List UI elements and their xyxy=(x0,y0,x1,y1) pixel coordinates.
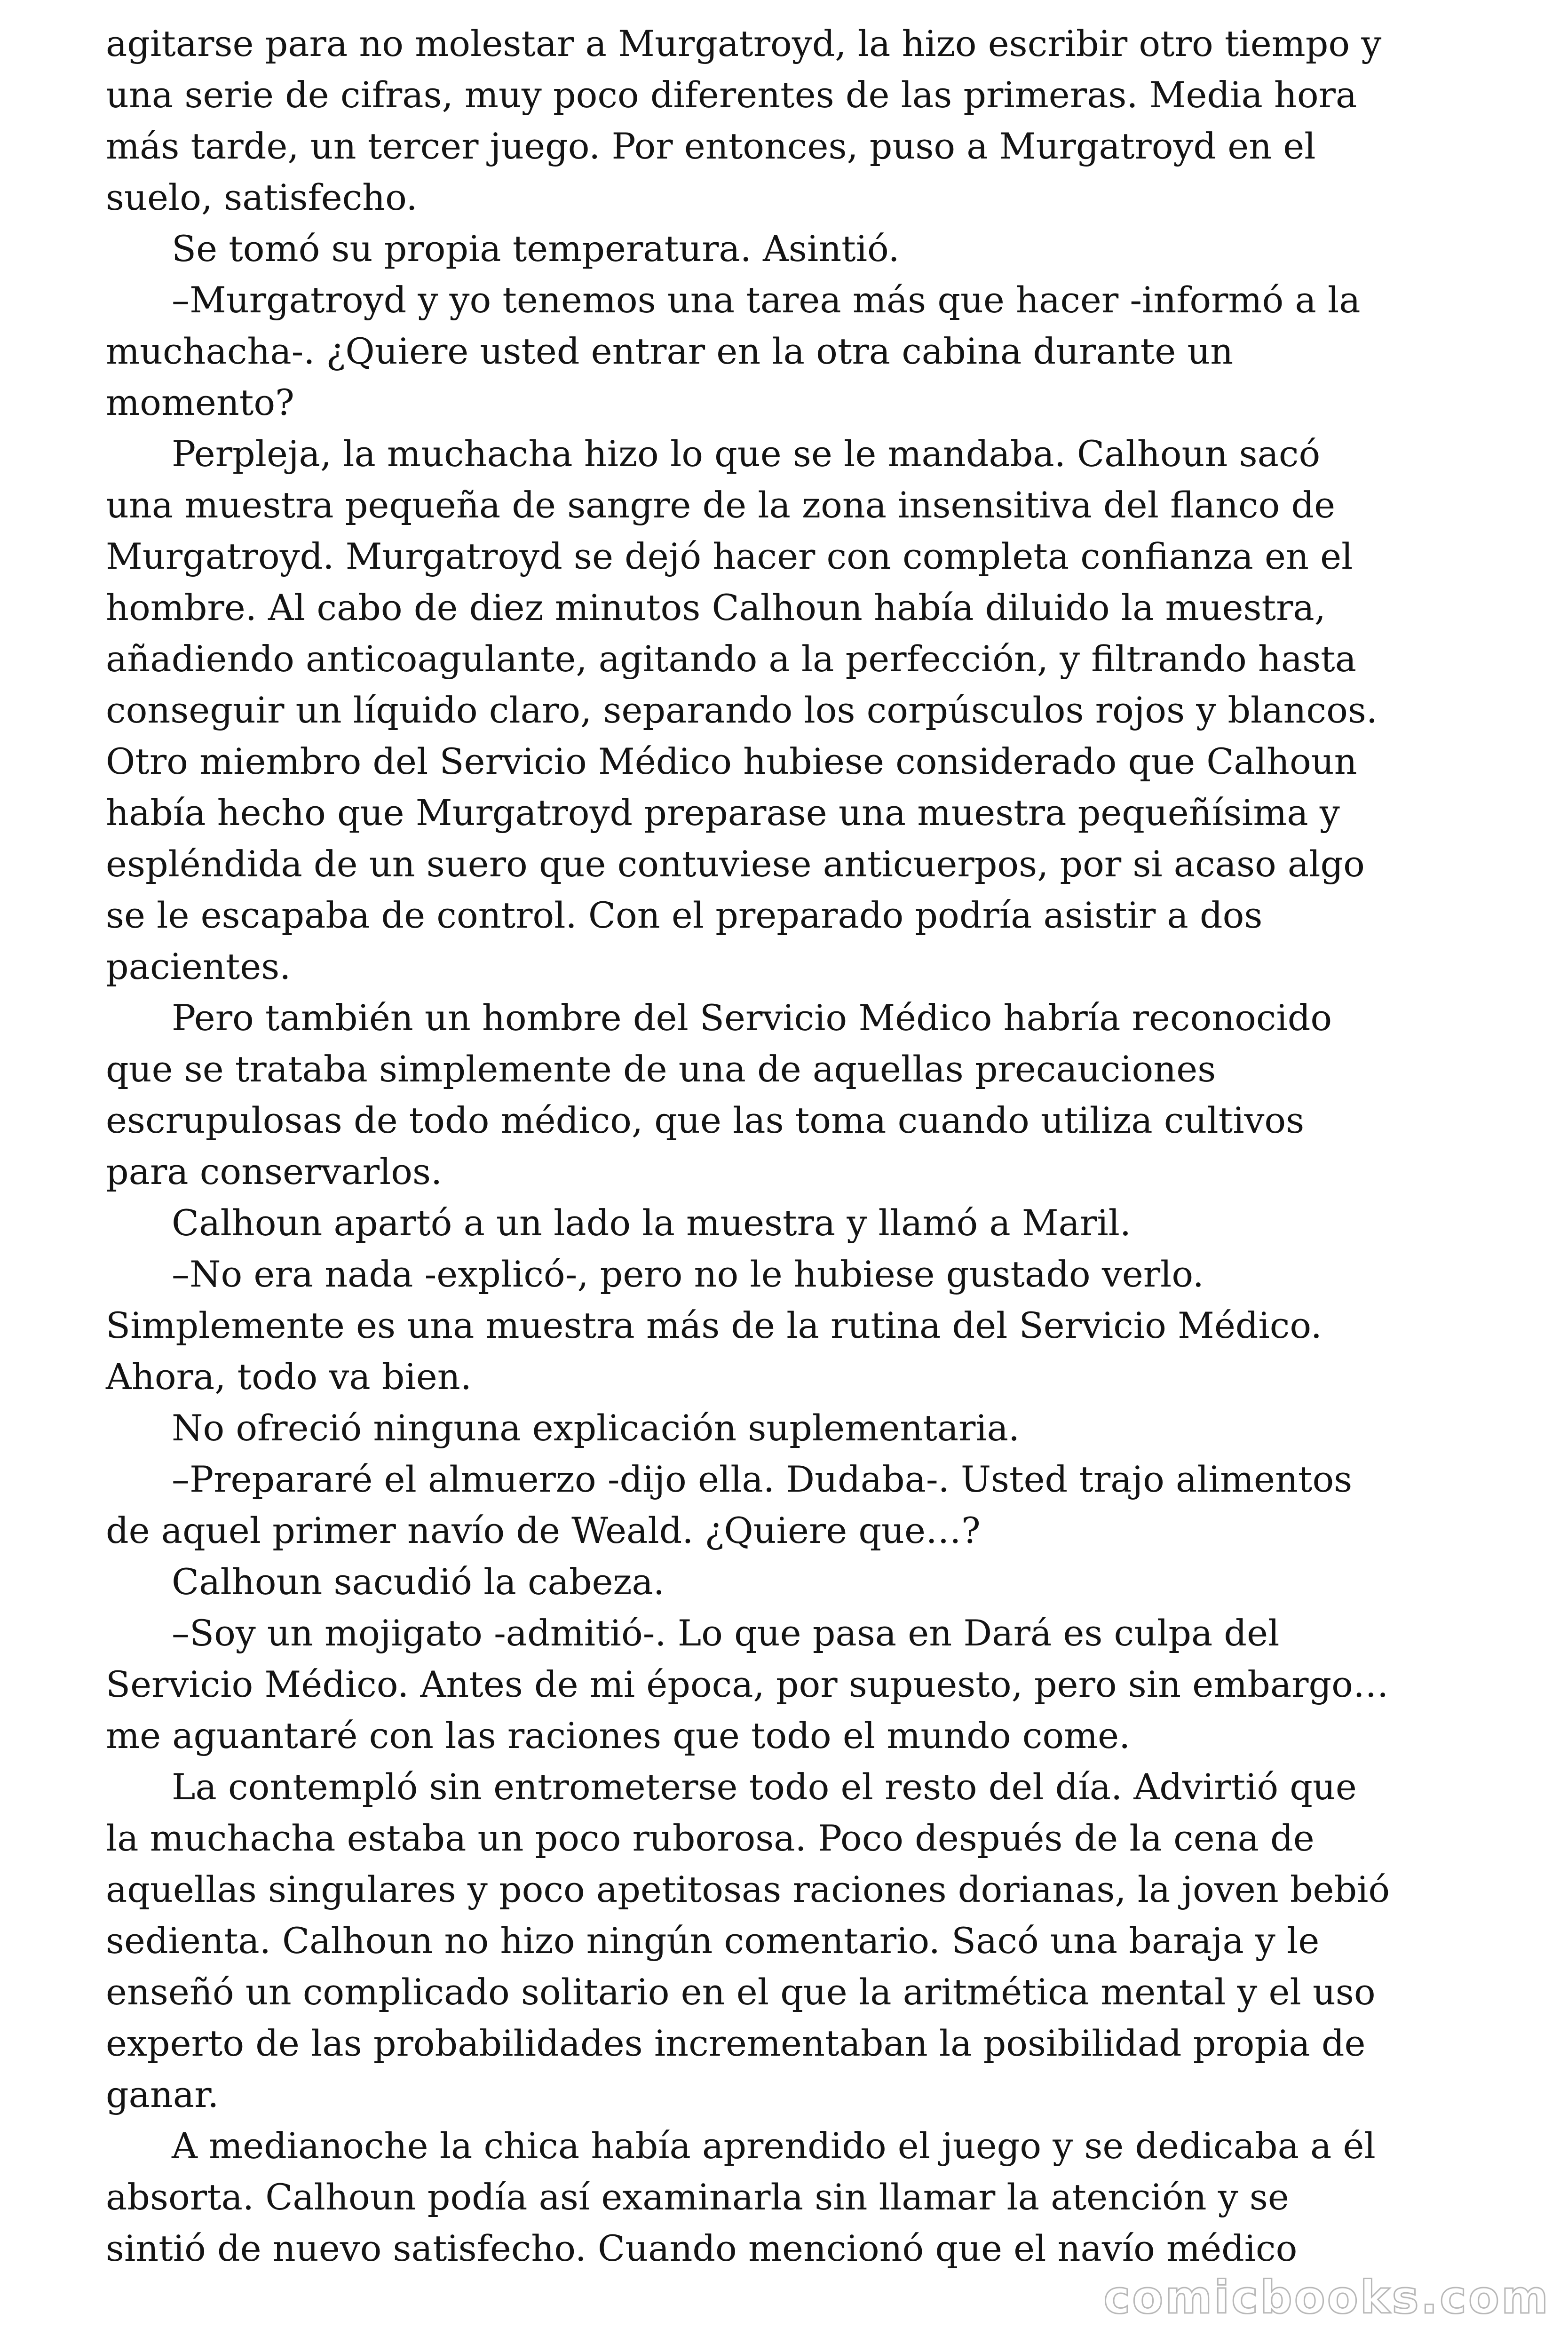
text-line: ganar. xyxy=(106,2074,219,2115)
text-line: Se tomó su propia temperatura. Asintió. xyxy=(172,228,900,270)
text-line: conseguir un líquido claro, separando los corpúsculos rojos y blancos. xyxy=(106,689,1378,731)
text-line: absorta. Calhoun podía así examinarla sin llamar la atención y se xyxy=(106,2176,1289,2218)
text-line: escrupulosas de todo médico, que las toma cuando utiliza cultivos xyxy=(106,1099,1305,1141)
text-line: Ahora, todo va bien. xyxy=(106,1356,472,1398)
text-line: para conservarlos. xyxy=(106,1151,443,1192)
text-line: más tarde, un tercer juego. Por entonces, puso a Murgatroyd en el xyxy=(106,125,1316,167)
text-line: espléndida de un suero que contuviese anticuerpos, por si acaso algo xyxy=(106,843,1365,885)
text-line: Pero también un hombre del Servicio Médico habría reconocido xyxy=(172,997,1332,1039)
text-line: –No era nada -explicó-, pero no le hubiese gustado verlo. xyxy=(172,1253,1204,1295)
text-line: se le escapaba de control. Con el preparado podría asistir a dos xyxy=(106,894,1263,936)
text-line: que se trataba simplemente de una de aquellas precauciones xyxy=(106,1048,1216,1090)
text-line: sedienta. Calhoun no hizo ningún comentario. Sacó una baraja y le xyxy=(106,1920,1320,1962)
text-line: Murgatroyd. Murgatroyd se dejó hacer con completa confianza en el xyxy=(106,535,1353,577)
text-line: sintió de nuevo satisfecho. Cuando mencionó que el navío médico xyxy=(106,2227,1298,2269)
text-line: hombre. Al cabo de diez minutos Calhoun había diluido la muestra, xyxy=(106,587,1326,628)
text-line: una muestra pequeña de sangre de la zona insensitiva del flanco de xyxy=(106,484,1336,526)
text-line: me aguantaré con las raciones que todo el mundo come. xyxy=(106,1715,1131,1756)
text-line: la muchacha estaba un poco ruborosa. Poco después de la cena de xyxy=(106,1817,1315,1859)
watermark: comicbooks.com xyxy=(1103,2271,1550,2324)
text-line: experto de las probabilidades incrementaban la posibilidad propia de xyxy=(106,2022,1366,2064)
text-line: La contempló sin entrometerse todo el resto del día. Advirtió que xyxy=(172,1766,1357,1808)
book-page-text xyxy=(106,18,1460,2274)
text-line: añadiendo anticoagulante, agitando a la perfección, y filtrando hasta xyxy=(106,638,1357,680)
text-line: momento? xyxy=(106,381,294,423)
text-line: Servicio Médico. Antes de mi época, por supuesto, pero sin embargo… xyxy=(106,1663,1389,1705)
text-line: suelo, satisfecho. xyxy=(106,176,418,218)
text-line: –Murgatroyd y yo tenemos una tarea más que hacer -informó a la xyxy=(172,279,1361,321)
text-line: pacientes. xyxy=(106,946,291,987)
text-line: de aquel primer navío de Weald. ¿Quiere que…? xyxy=(106,1510,981,1551)
text-line: Otro miembro del Servicio Médico hubiese considerado que Calhoun xyxy=(106,740,1357,782)
text-line: Simplemente es una muestra más de la rutina del Servicio Médico. xyxy=(106,1304,1322,1346)
text-line: Calhoun apartó a un lado la muestra y llamó a Maril. xyxy=(172,1202,1132,1244)
text-line: muchacha-. ¿Quiere usted entrar en la otra cabina durante un xyxy=(106,330,1234,372)
text-line: aquellas singulares y poco apetitosas raciones dorianas, la joven bebió xyxy=(106,1868,1390,1910)
text-line: –Soy un mojigato -admitió-. Lo que pasa en Dará es culpa del xyxy=(172,1612,1280,1654)
text-line: enseñó un complicado solitario en el que la aritmética mental y el uso xyxy=(106,1971,1376,2013)
text-line: –Prepararé el almuerzo -dijo ella. Dudaba-. Usted trajo alimentos xyxy=(172,1458,1353,1500)
text-line: No ofreció ninguna explicación suplementaria. xyxy=(172,1407,1020,1449)
text-line: A medianoche la chica había aprendido el juego y se dedicaba a él xyxy=(172,2125,1376,2167)
text-line: Perpleja, la muchacha hizo lo que se le mandaba. Calhoun sacó xyxy=(172,433,1321,475)
text-line: una serie de cifras, muy poco diferentes de las primeras. Media hora xyxy=(106,74,1357,116)
text-line: había hecho que Murgatroyd preparase una muestra pequeñísima y xyxy=(106,792,1340,834)
text-line: agitarse para no molestar a Murgatroyd, la hizo escribir otro tiempo y xyxy=(106,23,1382,64)
text-line: Calhoun sacudió la cabeza. xyxy=(172,1561,665,1603)
